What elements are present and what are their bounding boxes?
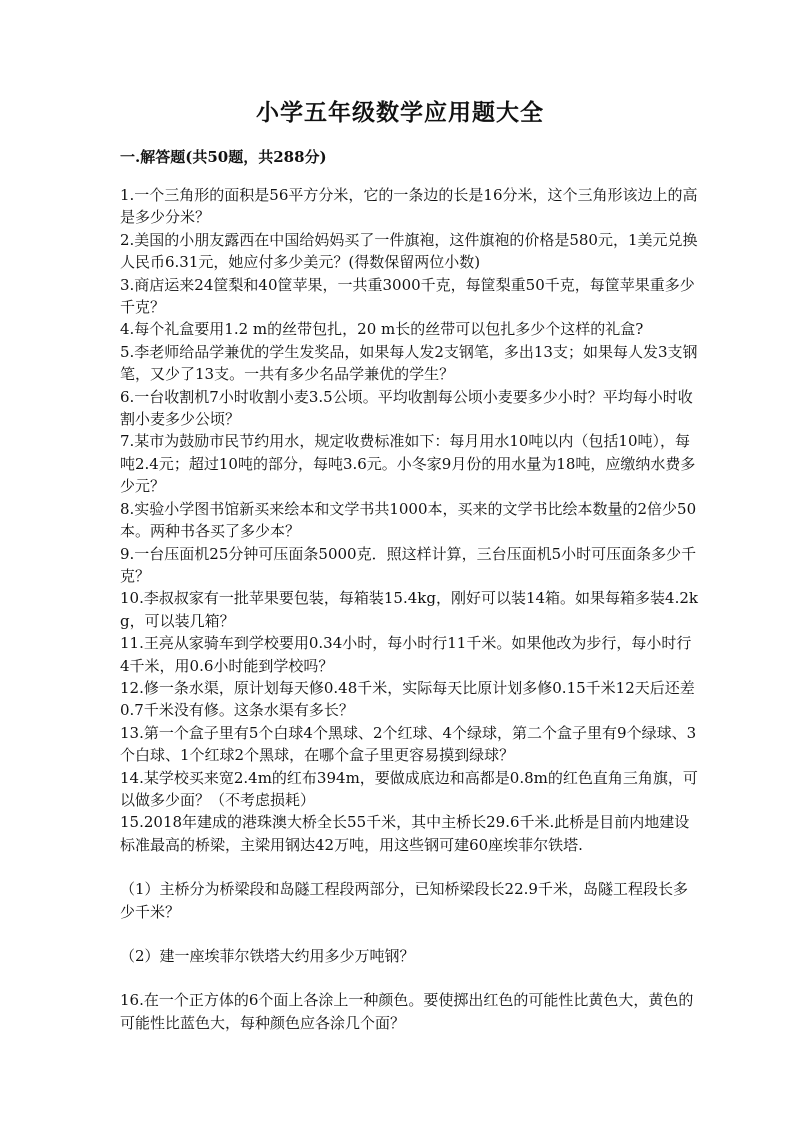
question-7: 7.某市为鼓励市民节约用水，规定收费标准如下：每月用水10吨以内（包括10吨），每吨2.4元；超过10吨的部分，每吨3.6元。小冬家9月份的用水量为18吨，应缴纳水费多少元？ — [120, 432, 696, 496]
question-4: 4.每个礼盒要用1.2 m的丝带包扎，20 m长的丝带可以包扎多少个这样的礼盒? — [120, 320, 644, 339]
question-8: 8.实验小学图书馆新买来绘本和文学书共1000本，买来的文学书比绘本数量的2倍少50本。两种书各买了多少本？ — [120, 499, 697, 541]
question-5: 5.李老师给品学兼优的学生发奖品，如果每人发2支钢笔，多出13支；如果每人发3支钢笔，又少了13支。一共有多少名品学兼优的学生？ — [120, 342, 698, 384]
question-12: 12.修一条水渠，原计划每天修0.48千米，实际每天比原计划多修0.15千米12天后还差0.7千米没有修。这条水渠有多长？ — [120, 678, 695, 720]
question-10: 10.李叔叔家有一批苹果要包装，每箱装15.4kg，刚好可以装14箱。如果每箱多装4.2kg，可以装几箱？ — [120, 589, 698, 630]
spacer — [120, 923, 700, 945]
spacer — [120, 967, 700, 989]
question-3: 3.商店运来24筐梨和40筐苹果，一共重3000千克，每筐梨重50千克，每筐苹果重多少千克？ — [120, 275, 695, 317]
question-14: 14.某学校买来宽2.4m的红布394m，要做成底边和高都是0.8m的红色直角三角旗，可以做多少面？（不考虑损耗） — [120, 768, 698, 809]
question-15: 15.2018年建成的港珠澳大桥全长55千米，其中主桥长29.6千米.此桥是目前内地建设标准最高的桥梁，主梁用钢达42万吨，用这些钢可建60座埃菲尔铁塔. — [120, 813, 690, 854]
section-heading: 一.解答题(共50题，共288分) — [120, 148, 327, 166]
page-title: 小学五年级数学应用题大全 — [256, 99, 544, 126]
question-16: 16.在一个正方体的6个面上各涂上一种颜色。要使掷出红色的可能性比黄色大，黄色的可能性比蓝色大，每种颜色应各涂几个面？ — [120, 991, 694, 1032]
question-1: 1.一个三角形的面积是56平方分米，它的一条边的长是16分米，这个三角形该边上的高是多少分米？ — [120, 186, 698, 227]
sub-question-1: （1）主桥分为桥梁段和岛隧工程段两部分，已知桥梁段长22.9千米，岛隧工程段长多少千米？ — [120, 880, 688, 921]
question-9: 9.一台压面机25分钟可压面条5000克．照这样计算，三台压面机5小时可压面条多少千克？ — [120, 544, 697, 585]
question-13: 13.第一个盒子里有5个白球4个黑球、2个红球、4个绿球，第二个盒子里有9个绿球、3个白球、1个红球2个黑球，在哪个盒子里更容易摸到绿球？ — [120, 723, 697, 765]
question-2: 2.美国的小朋友露西在中国给妈妈买了一件旗袍，这件旗袍的价格是580元，1美元兑换人民币6.31元，她应付多少美元？(得数保留两位小数) — [120, 230, 698, 272]
sub-question-2: （2）建一座埃菲尔铁塔大约用多少万吨钢？ — [120, 947, 415, 965]
question-11: 11.王亮从家骑车到学校要用0.34小时，每小时行11千米。如果他改为步行，每小时行4千米，用0.6小时能到学校吗？ — [120, 634, 692, 675]
spacer — [120, 856, 700, 878]
question-list — [120, 184, 700, 1034]
question-6: 6.一台收割机7小时收割小麦3.5公顷。平均收割每公顷小麦要多少小时？平均每小时收割小麦多少公顷？ — [120, 387, 693, 429]
